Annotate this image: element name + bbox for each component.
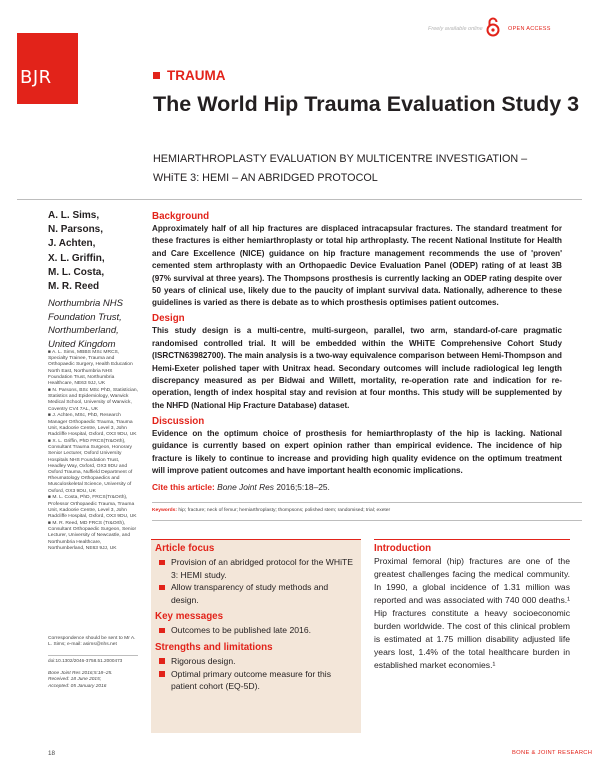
design-heading: Design [152,313,185,325]
strengths-list [155,655,353,693]
discussion-heading: Discussion [152,415,205,427]
article-title: The World Hip Trauma Evaluation Study 3 [153,92,580,116]
doi-divider [48,655,138,656]
doi: doi:10.1302/2046-3758.51.2000473 [48,658,123,663]
keywords-text: hip; fracture; neck of femur; hemiarthroplasty; thompsons; polished stem; randomised; trial; exeter [178,508,391,513]
section-square-icon [153,72,160,79]
journal-logo: BJR [20,67,52,88]
header-divider [17,199,582,200]
author-list [48,209,138,294]
introduction-heading: Introduction [374,543,432,554]
author-details [48,350,138,553]
design-text: This study design is a multi-centre, multi-surgeon, parallel, two arm, standard-of-care pragmatic randomised controlled trial. It will be embedded within the WHiTE Comprehensive Cohort Study (ISRCTN63982700). The main analysis is a two-way equivalence comparison between Hemi-Thompson and Hemi-Exeter polished taper with Unitrax head. Secondary outcomes will include radiological leg length discrepancy measured as per Bidwai and Willett, mortality, re-operation rate and indication for re-operation, length of index hospital stay and revision at four months. This study will be supplemented by the NHFD (National Hip Fracture Database) dataset. [152,326,562,410]
author-detail: ■ N. Parsons, BSc MSc PhD, Statistician, Statistics and Epidemiology, Warwick Medical School, University of Warwick, Coventry CV4 7AL, UK [48,387,138,412]
background-heading: Background [152,211,210,222]
author-name: M. R. Reed [48,281,100,293]
affiliation: Northumbria NHS Foundation Trust, Northumberland, United Kingdom [48,298,123,350]
author-name: X. L. Griffin, [48,252,105,264]
list-item: Rigorous design. [155,655,353,668]
journal-name: BONE & JOINT RESEARCH [512,750,593,756]
list-item: Allow transparency of study methods and design. [155,581,353,606]
author-detail: ■ M. L. Costa, PhD, FRCS(Tr&Orth), Professor Orthopaedic Trauma, Trauma Unit, Kadoorie Centre, Level 3, John Radcliffe Hospital, Oxford, OX3 9DU, UK [48,495,137,520]
cite-label: Cite this article: [152,481,215,492]
author-name: A. L. Sims, [48,210,100,221]
cite-journal: Bone Joint Res [217,481,274,492]
author-detail: ■ J. Achten, MSc, PhD, Research Manager Orthopaedic Trauma, Trauma Unit, Kadoorie Centre, Level 3, John Radcliffe Hospital, Oxford, OX3 9DU, UK [48,413,137,438]
cite-this-article [152,481,562,494]
keywords-bottom-divider [152,520,582,521]
abstract [152,210,562,494]
open-access-label: OPEN ACCESS [508,26,551,32]
key-messages-list [155,624,353,637]
article-focus [151,539,361,697]
article-subtitle: HEMIARTHROPLASTY EVALUATION BY MULTICENTRE INVESTIGATION – WHiTE 3: HEMI – AN ABRIDGED PROTOCOL [153,153,528,184]
section-label-text: TRAUMA [167,68,226,83]
author-detail: ■ M. R. Reed, MD FRCS (Tr&Orth), Consultant Orthopaedic Surgeon, Senior Lecturer, University of Newcastle, and Northumbria Healthcare, Northumberland, NE63 9JJ, UK [48,520,137,551]
received-date: Received: 18 June 2015; [48,677,102,683]
author-detail: ■ A. L. Sims, MBBS MSc MRCS, Specialty Trainee, Trauma and Orthopaedic Surgery, Health Education North East, Northumbria NHS Foundation Trust, Northumbria Healthcare, NE63 9JJ, UK [48,350,133,387]
keywords-label: Keywords: [152,508,178,513]
accepted-date: Accepted: 05 January 2016 [48,683,107,689]
introduction [374,539,570,672]
key-messages-heading: Key messages [155,611,224,623]
list-item: Provision of an abridged protocol for the WHiTE 3: HEMI study. [155,556,353,581]
author-name: N. Parsons, [48,224,104,236]
list-item: Optimal primary outcome measure for this patient cohort (EQ-5D). [155,668,353,693]
article-focus-list [155,556,353,606]
strengths-heading: Strengths and limitations [155,641,273,653]
open-access-icon [482,16,504,38]
keywords-top-divider [152,502,582,503]
author-name: M. L. Costa, [48,266,105,278]
section-label [153,68,226,83]
freely-available-label: Freely available online [428,26,483,32]
cite-reference: 2016;5:18–25. [276,481,330,492]
author-name: J. Achten, [48,238,96,250]
introduction-text: Proximal femoral (hip) fractures are one of the greatest challenges facing the medical community. In 1990, a global incidence of 1.31 million was reported and was associated with 740 000 deaths.¹ Hip fractures constitute a heavy socioeconomic burden worldwide. The cost of this clinical problem is estimated at 1.75 million disability adjusted life years lost, 1.4% of the total healthcare burden in established market economies.¹ [374,556,570,670]
author-detail: ■ X. L. Griffin, PhD FRCS(Tr&Orth), Consultant Trauma Surgeon, Honorary Senior Lecturer, Oxford University Hospitals NHS Foundation Trust, Headley Way, Oxford, OX3 9DU and Oxford Trauma, Nuffield Department of Rheumatology Orthopaedics and Musculoskeletal Science, University of Oxford, OX3 9DU, UK [48,438,133,494]
discussion-text: Evidence on the optimum choice of prosthesis for hemiarthroplasty of the hip is lacking. National guidance is currently based on expert opinion rather than empirical evidence. The incidence of hip fracture is likely to continue to increase and providing high quality evidence on the optimum treatment will improve patient outcomes and have important health economic implications. [152,428,562,476]
keywords [152,508,582,513]
citation-journal: Bone Joint Res 2016;5:18–25. [48,671,113,676]
article-focus-heading: Article focus [155,543,215,554]
citation-dates [48,671,140,690]
list-item: Outcomes to be published late 2016. [155,624,353,637]
page-number: 18 [48,750,56,757]
background-text: Approximately half of all hip fractures are displaced intracapsular fractures. The standard treatment for these fractures is either hemiarthroplasty or total hip arthroplasty. The recent National Institute for Health and Care Excellence (NICE) guidance on hip fracture management recommends the use of 'proven' cemented stem arthroplasty with an Orthopaedic Device Evaluation Panel (ODEP) rating of at least 3B (97% survival at three years). The Thompsons prosthesis is currently lacking an ODEP rating despite over 50 years of clinical use, likely due to the paucity of implant survival data. Nationally, adherence to these guidelines is varied as there is debate as to which prosthesis optimises patient outcomes. [152,224,562,308]
correspondence: Correspondence should be sent to Mr A. L. Sims; e-mail: asims@nhs.net [48,636,136,648]
